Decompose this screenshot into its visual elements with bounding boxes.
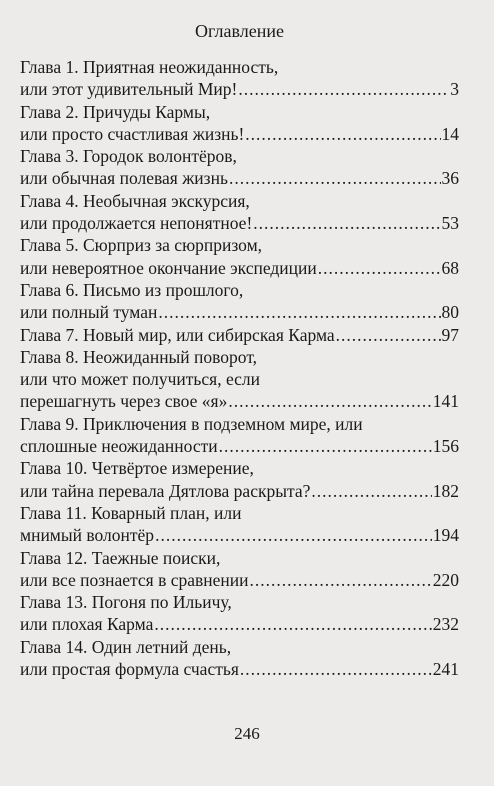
toc-entry-9 — [20, 413, 459, 458]
toc-entry-12 — [20, 547, 459, 592]
dot-leader — [155, 524, 432, 546]
toc-page-number: 194 — [432, 525, 459, 546]
toc-entry-text: или полный туман — [20, 302, 158, 323]
toc-entry-final-line — [20, 658, 459, 680]
toc-entry-10 — [20, 457, 459, 502]
toc-entry-11 — [20, 502, 459, 547]
toc-page-number: 14 — [441, 123, 459, 144]
toc-entry-final-line — [20, 435, 459, 457]
dot-leader — [154, 613, 431, 635]
toc-entry-final-line — [20, 123, 459, 145]
toc-entry-line: Глава 5. Сюрприз за сюрпризом, — [20, 235, 263, 256]
toc-entry-3 — [20, 145, 459, 190]
toc-entry-line: Глава 12. Таежные поиски, — [20, 547, 221, 568]
toc-entry-1 — [20, 56, 459, 101]
toc-entry-final-line — [20, 480, 459, 502]
toc-entry-text: или продолжается непонятное! — [20, 213, 253, 234]
toc-entry-final-line — [20, 257, 459, 279]
toc-entry-text: Глава 7. Новый мир, или сибирская Карма — [20, 324, 335, 345]
toc-entry-final-line — [20, 301, 459, 323]
dot-leader — [311, 480, 431, 502]
toc-entry-line: Глава 14. Один летний день, — [20, 636, 232, 657]
toc-entry-text: или плохая Карма — [20, 614, 154, 635]
toc-title: Оглавление — [195, 21, 284, 41]
toc-page-number: 36 — [441, 168, 459, 189]
toc-entry-5 — [20, 234, 459, 279]
toc-entry-line: Глава 9. Приключения в подземном мире, или — [20, 413, 363, 434]
toc-entry-14 — [20, 636, 459, 681]
toc-page-number: 182 — [432, 480, 459, 501]
dot-leader — [336, 324, 441, 346]
toc-page-number: 53 — [441, 213, 459, 234]
toc-entry-line: или что может получиться, если — [20, 369, 261, 390]
toc-entry-8 — [20, 346, 459, 413]
toc-entry-final-line — [20, 569, 459, 591]
toc-entry-text: сплошные неожиданности — [20, 436, 218, 457]
toc-entry-final-line — [20, 390, 459, 412]
toc-entry-line: Глава 3. Городок волонтёров, — [20, 146, 237, 167]
toc-list — [20, 56, 459, 680]
dot-leader — [253, 212, 440, 234]
dot-leader — [229, 167, 441, 189]
toc-entry-text: перешагнуть через свое «я» — [20, 391, 228, 412]
toc-entry-final-line — [20, 324, 459, 346]
toc-page-number: 68 — [441, 257, 459, 278]
toc-entry-final-line — [20, 167, 459, 189]
toc-page-number: 3 — [450, 79, 459, 100]
toc-entry-7 — [20, 324, 459, 346]
toc-entry-line: Глава 6. Письмо из прошлого, — [20, 279, 244, 300]
toc-entry-text: или этот удивительный Мир! — [20, 79, 238, 100]
page-number: 246 — [234, 724, 260, 743]
dot-leader — [238, 78, 449, 100]
toc-entry-line: Глава 8. Неожиданный поворот, — [20, 346, 258, 367]
toc-page-number: 80 — [441, 302, 459, 323]
dot-leader — [219, 435, 432, 457]
dot-leader — [228, 390, 431, 412]
toc-entry-final-line — [20, 78, 459, 100]
toc-entry-13 — [20, 591, 459, 636]
dot-leader — [240, 658, 432, 680]
toc-entry-final-line — [20, 524, 459, 546]
toc-page-number: 220 — [432, 569, 459, 590]
toc-entry-final-line — [20, 212, 459, 234]
toc-page-number: 232 — [432, 614, 459, 635]
dot-leader — [245, 123, 440, 145]
toc-entry-2 — [20, 101, 459, 146]
dot-leader — [158, 301, 440, 323]
toc-entry-line: Глава 2. Причуды Кармы, — [20, 101, 211, 122]
toc-entry-text: или простая формула счастья — [20, 659, 239, 680]
toc-entry-line: Глава 11. Коварный план, или — [20, 502, 242, 523]
dot-leader — [250, 569, 432, 591]
toc-page-number: 141 — [432, 391, 459, 412]
toc-entry-line: Глава 13. Погоня по Ильичу, — [20, 592, 232, 613]
toc-entry-text: или невероятное окончание экспедиции — [20, 257, 317, 278]
toc-page-number: 97 — [441, 324, 459, 345]
toc-entry-line: Глава 4. Необычная экскурсия, — [20, 190, 250, 211]
dot-leader — [318, 257, 441, 279]
toc-entry-line: Глава 1. Приятная неожиданность, — [20, 57, 279, 77]
toc-entry-text: мнимый волонтёр — [20, 525, 155, 546]
toc-entry-line: Глава 10. Четвёртое измерение, — [20, 458, 254, 479]
toc-page-number: 156 — [432, 436, 459, 457]
toc-entry-final-line — [20, 613, 459, 635]
toc-entry-text: или просто счастливая жизнь! — [20, 123, 245, 144]
toc-entry-text: или обычная полевая жизнь — [20, 168, 228, 189]
toc-entry-text: или все познается в сравнении — [20, 569, 249, 590]
toc-entry-6 — [20, 279, 459, 324]
toc-entry-text: или тайна перевала Дятлова раскрыта? — [20, 480, 311, 501]
toc-entry-4 — [20, 190, 459, 235]
toc-page-number: 241 — [432, 659, 459, 680]
